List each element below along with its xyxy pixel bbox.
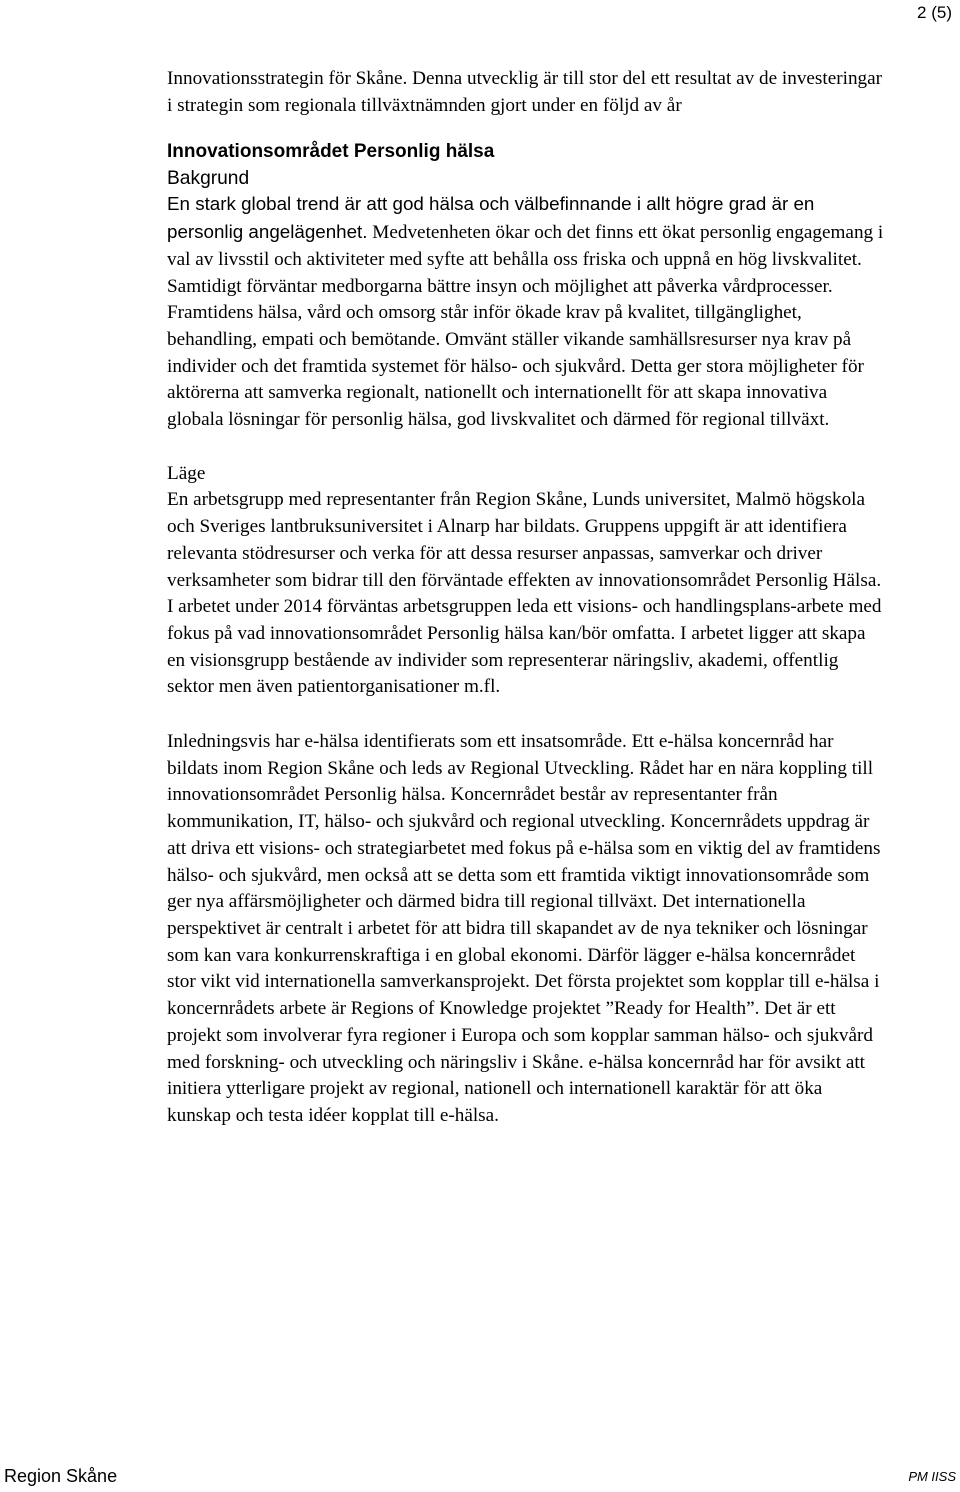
lage-paragraph-1: En arbetsgrupp med representanter från Region Skåne, Lunds universitet, Malmö högskola och Sveriges lantbruksuniversitet i Alnarp har bildats. Gruppens uppgift är att identifiera relevanta stödresurser och verka för att dessa resurser anpassas, samverkar och driver verksamheter som bidrar till den förväntade effekten av innovationsområdet Personlig Hälsa. I arbetet under 2014 förväntas arbetsgruppen leda ett visions- och handlingsplans-arbete med fokus på vad innovationsområdet Personlig hälsa kan/bör omfatta. I arbetet ligger att skapa en visionsgrupp bestående av individer som representerar näringsliv, akademi, offentlig sektor men även patientorganisationer m.fl. xyxy=(167,489,882,698)
page-number: 2 (5) xyxy=(917,3,952,22)
footer-document-code: PM IISS xyxy=(908,1469,956,1484)
bakgrund-heading: Bakgrund xyxy=(167,168,250,190)
lage-heading: Läge xyxy=(167,462,206,484)
bakgrund-paragraph xyxy=(167,191,887,433)
section-title: Innovationsområdet Personlig hälsa xyxy=(167,141,495,163)
footer-organization: Region Skåne xyxy=(4,1466,118,1486)
document-body xyxy=(167,66,887,1130)
intro-paragraph: Innovationsstrategin för Skåne. Denna utvecklig är till stor del ett resultat av de investeringar i strategin som regionala tillväxtnämnden gjort under en följd av år xyxy=(167,68,883,116)
lage-paragraph-2: Inledningsvis har e-hälsa identifierats som ett insatsområde. Ett e-hälsa koncernråd har bildats inom Region Skåne och leds av Regional Utveckling. Rådet har en nära koppling till innovationsområdet Personlig hälsa. Koncernrådet består av representanter från kommunikation, IT, hälso- och sjukvård och regional utveckling. Koncernrådets uppdrag är att driva ett visions- och strategiarbetet med fokus på e-hälsa som en viktig del av framtidens hälso- och sjukvård, men också att se detta som ett framtida viktigt innovationsområde som ger nya affärsmöjligheter och därmed bidra till regional tillväxt. Det internationella perspektivet är centralt i arbetet för att bidra till skapandet av de nya tekniker och lösningar som kan vara konkurrenskraftiga i en global ekonomi. Därför lägger e-hälsa koncernrådet stor vikt vid internationella samverkansprojekt. Det första projektet som kopplar till e-hälsa i koncernrådets arbete är Regions of Knowledge projektet ”Ready for Health”. Det är ett projekt som involverar fyra regioner i Europa och som kopplar samman hälso- och sjukvård med forskning- och utveckling och näringsliv i Skåne. e-hälsa koncernråd har för avsikt att initiera ytterligare projekt av regional, nationell och internationell karaktär för att öka kunskap och testa idéer kopplat till e-hälsa. xyxy=(167,731,881,1126)
bakgrund-lead: En stark global trend är att god hälsa och välbefinnande i allt högre grad är en personlig angelägenhet. xyxy=(167,193,815,243)
bakgrund-text: Medvetenheten ökar och det finns ett ökat personlig engagemang i val av livsstil och aktiviteter med syfte att behålla oss friska och uppnå en hög livskvalitet. Samtidigt förväntar medborgarna bättre insyn och möjlighet att påverka vårdprocesser. Framtidens hälsa, vård och omsorg står inför ökade krav på kvalitet, tillgänglighet, behandling, empati och bemötande. Omvänt ställer vikande samhällsresurser nya krav på individer och det framtida systemet för hälso- och sjukvård. Detta ger stora möjligheter för aktörerna att samverka regionalt, nationellt och internationellt för att skapa innovativa globala lösningar för personlig hälsa, god livskvalitet och därmed för regional tillväxt. xyxy=(167,222,884,431)
